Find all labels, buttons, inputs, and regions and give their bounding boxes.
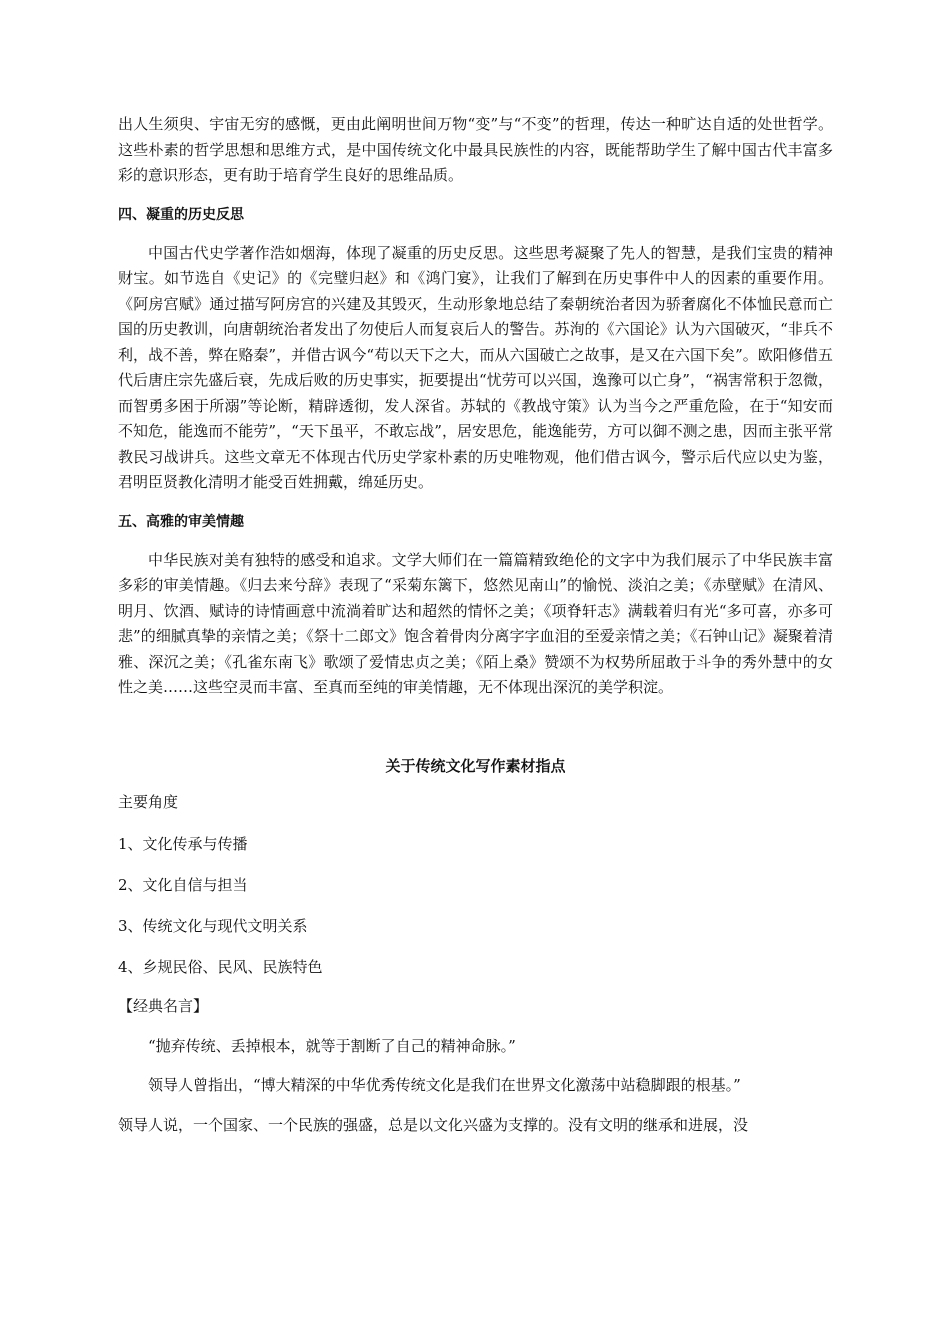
section-heading-history: 四、凝重的历史反思 [118,206,244,223]
history-paragraph: 中国古代史学著作浩如烟海，体现了凝重的历史反思。这些思考凝聚了先人的智慧，是我们宝贵的精神财宝。如节选自《史记》的《完璧归赵》和《鸿门宴》，让我们了解到在历史事件中人的因素的重要作用。《阿房宫赋》通过描写阿房宫的兴建及其毁灭，生动形象地总结了秦朝统治者因为骄奢腐化不体恤民意而亡国的历史教训，向唐朝统治者发出了勿使后人而复哀后人的警告。苏洵的《六国论》认为六国破灭，“非兵不利，战不善，弊在赂秦”，并借古讽今“苟以天下之大，而从六国破亡之故事，是又在六国下矣”。欧阳修借五代后唐庄宗先盛后衰，先成后败的历史事实，扼要提出“忧劳可以兴国，逸豫可以亡身”，“祸害常积于忽微，而智勇多困于所溺”等论断，精辟透彻，发人深省。苏轼的《教战守策》认为当今之严重危险，在于“知安而不知危，能逸而不能劳”，“天下虽平，不敢忘战”，居安思危，能逸能劳，方可以御不测之患，因而主张平常教民习战讲兵。这些文章无不体现古代历史学家朴素的历史唯物观，他们借古讽今，警示后代应以史为鉴，君明臣贤教化清明才能受百姓拥戴，绵延历史。 [118,243,833,491]
material-title: 关于传统文化写作素材指点 [385,756,566,775]
angle-item: 3、传统文化与现代文明关系 [118,916,308,935]
aesthetics-paragraph: 中华民族对美有独特的感受和追求。文学大师们在一篇篇精致绝伦的文字中为我们展示了中华民族丰富多彩的审美情趣。《归去来兮辞》表现了“采菊东篱下，悠然见南山”的愉悦、淡泊之美；《赤壁赋》在清风、明月、饮酒、赋诗的诗情画意中流淌着旷达和超然的情怀之美；《项脊轩志》满载着归有光“多可喜，亦多可悲”的细腻真挚的亲情之美；《祭十二郎文》饱含着骨肉分离字字血泪的至爱亲情之美；《石钟山记》凝聚着清雅、深沉之美；《孔雀东南飞》歌颂了爱情忠贞之美；《陌上桑》赞颂不为权势所屈敢于斗争的秀外慧中的女性之美……这些空灵而丰富、至真而至纯的审美情趣，无不体现出深沉的美学积淀。 [118,550,833,696]
angles-label: 主要角度 [118,792,179,811]
angle-item: 2、文化自信与担当 [118,875,248,894]
angle-item: 4、乡规民俗、民风、民族特色 [118,957,323,976]
quote-paragraph: 领导人说，一个国家、一个民族的强盛，总是以文化兴盛为支撑的。没有文明的继承和进展，没 [118,1115,749,1134]
quotes-label: 【经典名言】 [118,996,209,1015]
quote-paragraph: “抛弃传统、丢掉根本，就等于割断了自己的精神命脉。” [148,1036,516,1055]
document-page [118,112,833,1138]
quote-paragraph: 领导人曾指出，“博大精深的中华优秀传统文化是我们在世界文化激荡中站稳脚跟的根基。” [148,1076,741,1094]
intro-paragraph: 出人生须臾、宇宙无穷的感慨，更由此阐明世间万物“变”与“不变”的哲理，传达一种旷达自适的处世哲学。这些朴素的哲学思想和思维方式，是中国传统文化中最具民族性的内容，既能帮助学生了解中国古代丰富多彩的意识形态，更有助于培育学生良好的思维品质。 [118,115,833,184]
angle-item: 1、文化传承与传播 [118,834,248,853]
section-heading-aesthetics: 五、高雅的审美情趣 [118,513,244,530]
